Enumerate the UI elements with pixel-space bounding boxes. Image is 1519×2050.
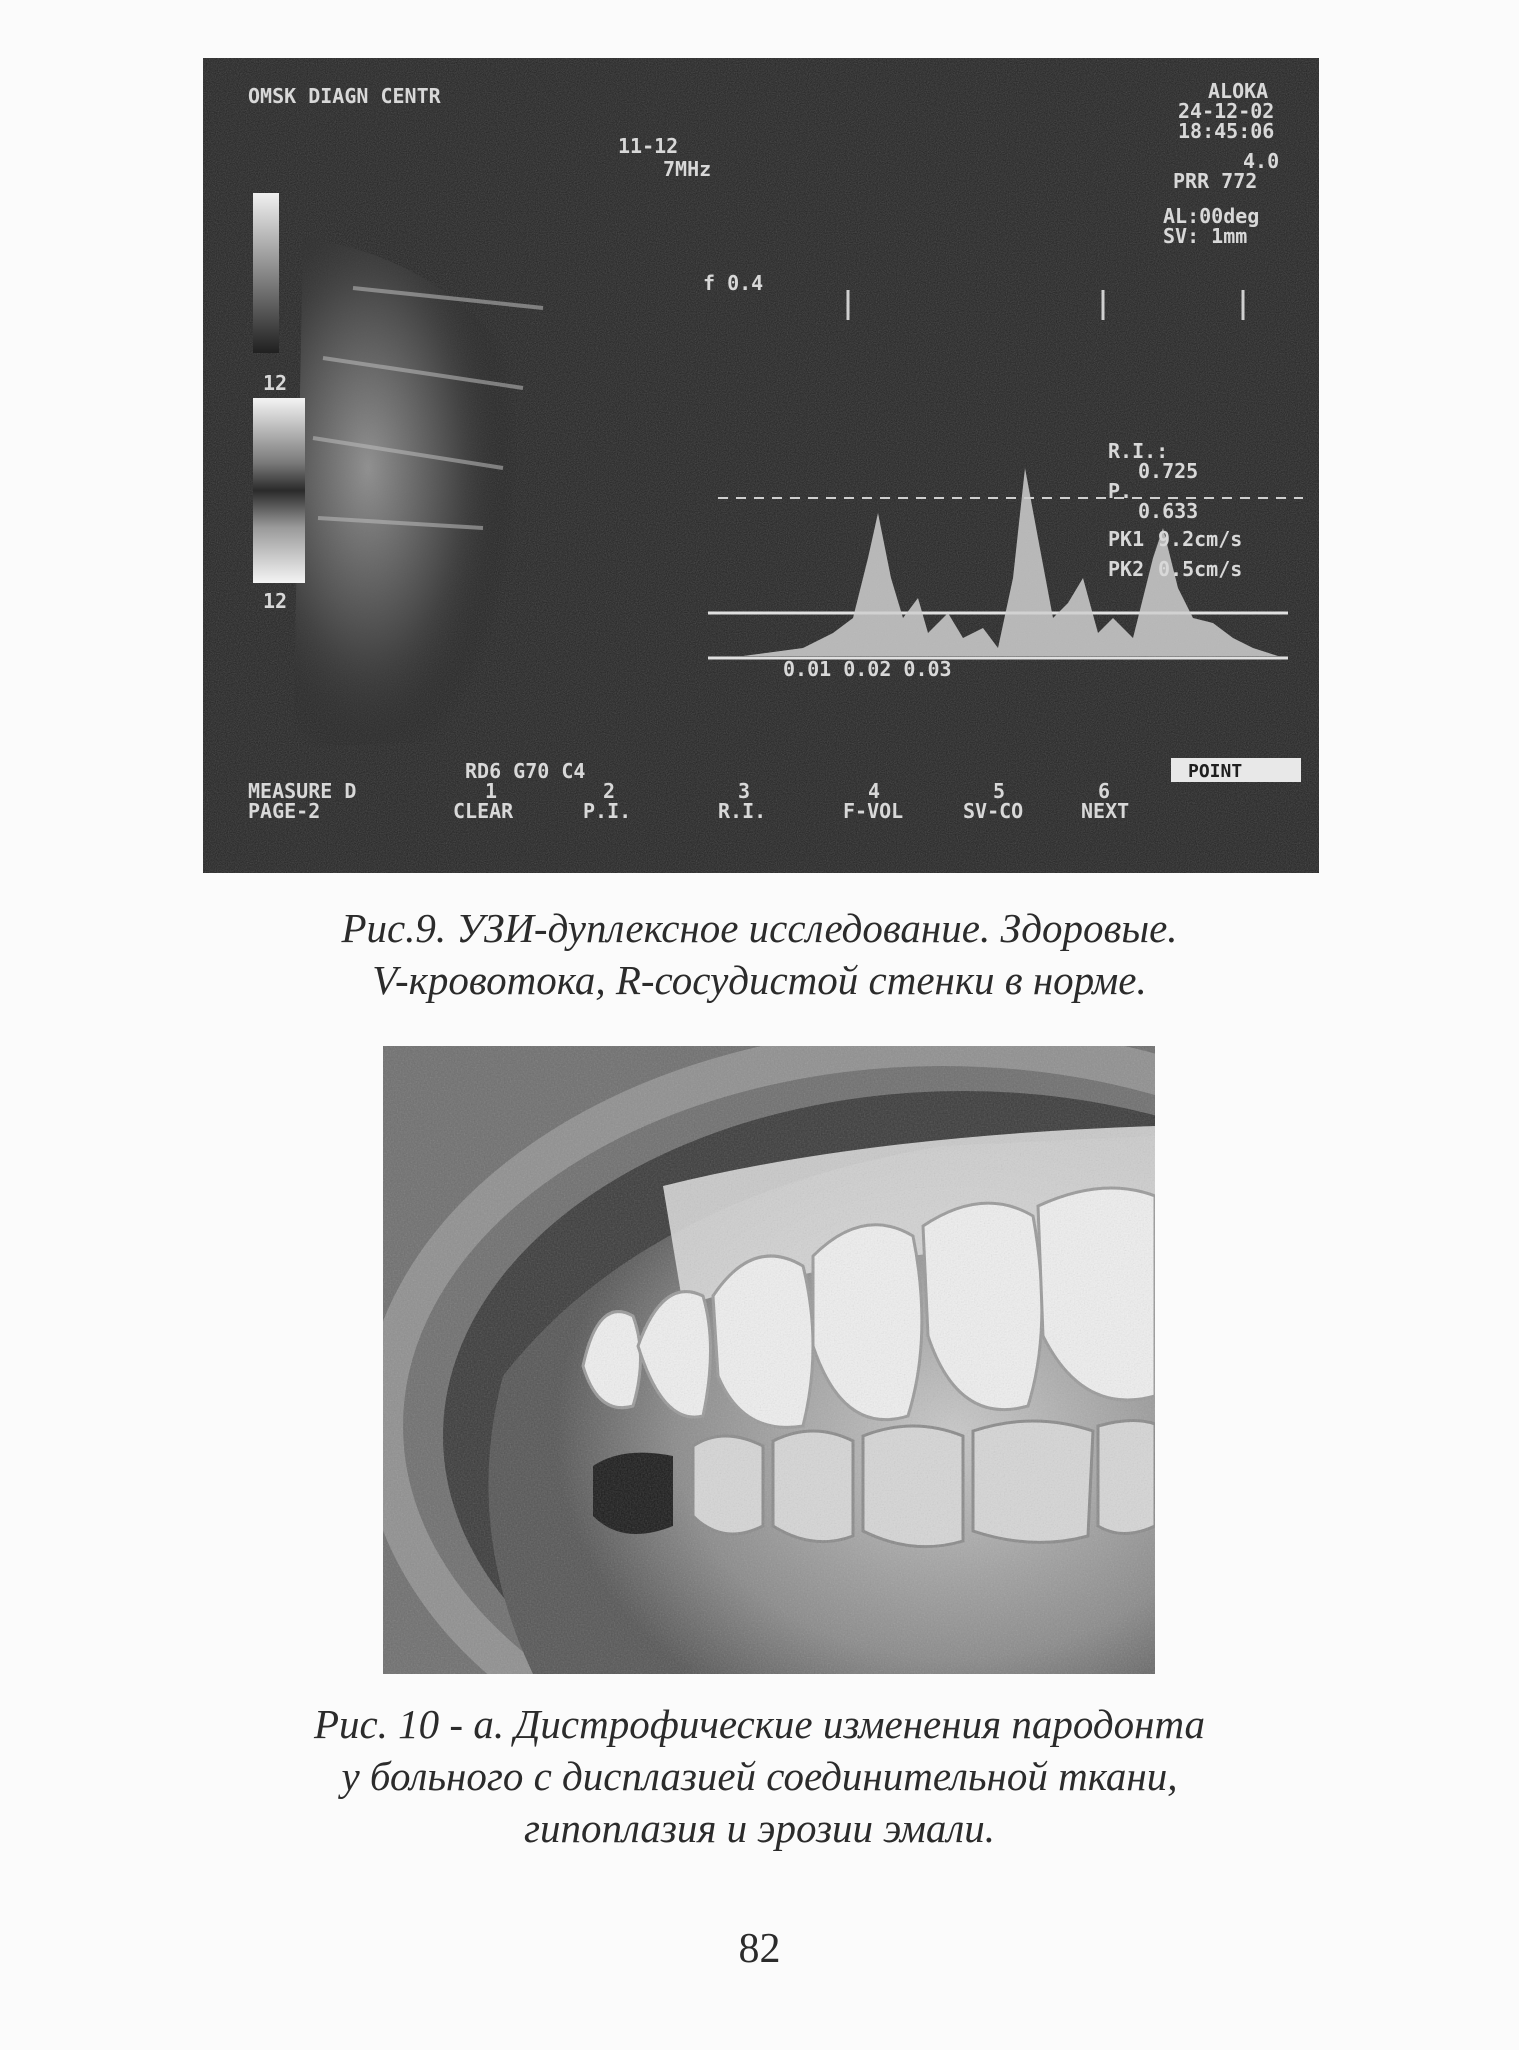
figure-10-caption — [0, 1698, 1519, 1854]
caption-line: Рис.9. УЗИ-дуплексное исследование. Здоровые. — [341, 905, 1178, 951]
scale-bottom: 12 — [263, 589, 288, 613]
menu-num-5: 5 — [993, 779, 1006, 803]
angle: AL:00deg — [1163, 204, 1260, 228]
caption-line: гипоплазия и эрозии эмали. — [523, 1805, 996, 1851]
dental-photo — [383, 1046, 1155, 1674]
color-scale-bar — [253, 398, 305, 583]
menu-item-svco: SV-CO — [963, 799, 1024, 823]
timebase: 0.01 0.02 0.03 — [783, 657, 952, 681]
time: 18:45:06 — [1178, 119, 1275, 143]
gain: 4.0 — [1243, 149, 1280, 173]
menu-title: MEASURE D — [248, 779, 357, 803]
brand: ALOKA — [1208, 79, 1269, 103]
caption-line: V-кровотока, R-сосудистой стенки в норме. — [372, 957, 1147, 1003]
pk2-value: 0.5cm/s — [1158, 557, 1243, 581]
menu-num-4: 4 — [868, 779, 881, 803]
menu-item-fvol: F-VOL — [843, 799, 904, 823]
pk1-value: 9.2cm/s — [1158, 527, 1243, 551]
pi-value: 0.633 — [1138, 499, 1199, 523]
dental-photo-image — [383, 1046, 1155, 1674]
ri-value: 0.725 — [1138, 459, 1199, 483]
menu-num-6: 6 — [1098, 779, 1111, 803]
header-left: OMSK DIAGN CENTR — [248, 84, 441, 108]
sample-volume: SV: 1mm — [1163, 224, 1248, 248]
scale-top: 12 — [263, 371, 288, 395]
ultrasound-figure — [203, 58, 1319, 873]
date: 24-12-02 — [1178, 99, 1275, 123]
grayscale-bar — [253, 193, 279, 353]
menu-num-2: 2 — [603, 779, 616, 803]
menu-item-ri: R.I. — [718, 799, 767, 823]
caption-line: у больного с дисплазией соединительной ткани, — [341, 1753, 1178, 1799]
menu-num-3: 3 — [738, 779, 751, 803]
ri-label: R.I.: — [1108, 439, 1169, 463]
doppler-marker: f 0.4 — [703, 271, 764, 295]
pk1-label: PK1 — [1108, 527, 1145, 551]
settings: RD6 G70 C4 — [465, 759, 586, 783]
pi-label: P. — [1108, 479, 1133, 503]
menu-page: PAGE-2 — [248, 799, 321, 823]
pk2-label: PK2 — [1108, 557, 1145, 581]
menu-num-1: 1 — [485, 779, 498, 803]
point-badge-label: POINT — [1188, 761, 1243, 782]
page-number: 82 — [738, 1926, 781, 1972]
menu-item-next: NEXT — [1081, 799, 1130, 823]
probe-label: 11-12 — [618, 134, 679, 158]
caption-line: Рис. 10 - а. Дистрофические изменения пародонта — [313, 1701, 1206, 1747]
menu-item-pi: P.I. — [583, 799, 632, 823]
ultrasound-screen — [203, 58, 1319, 873]
prr: PRR 772 — [1173, 169, 1258, 193]
menu-item-clear: CLEAR — [453, 799, 514, 823]
figure-9-caption — [0, 902, 1519, 1006]
probe-frequency: 7MHz — [663, 157, 712, 181]
